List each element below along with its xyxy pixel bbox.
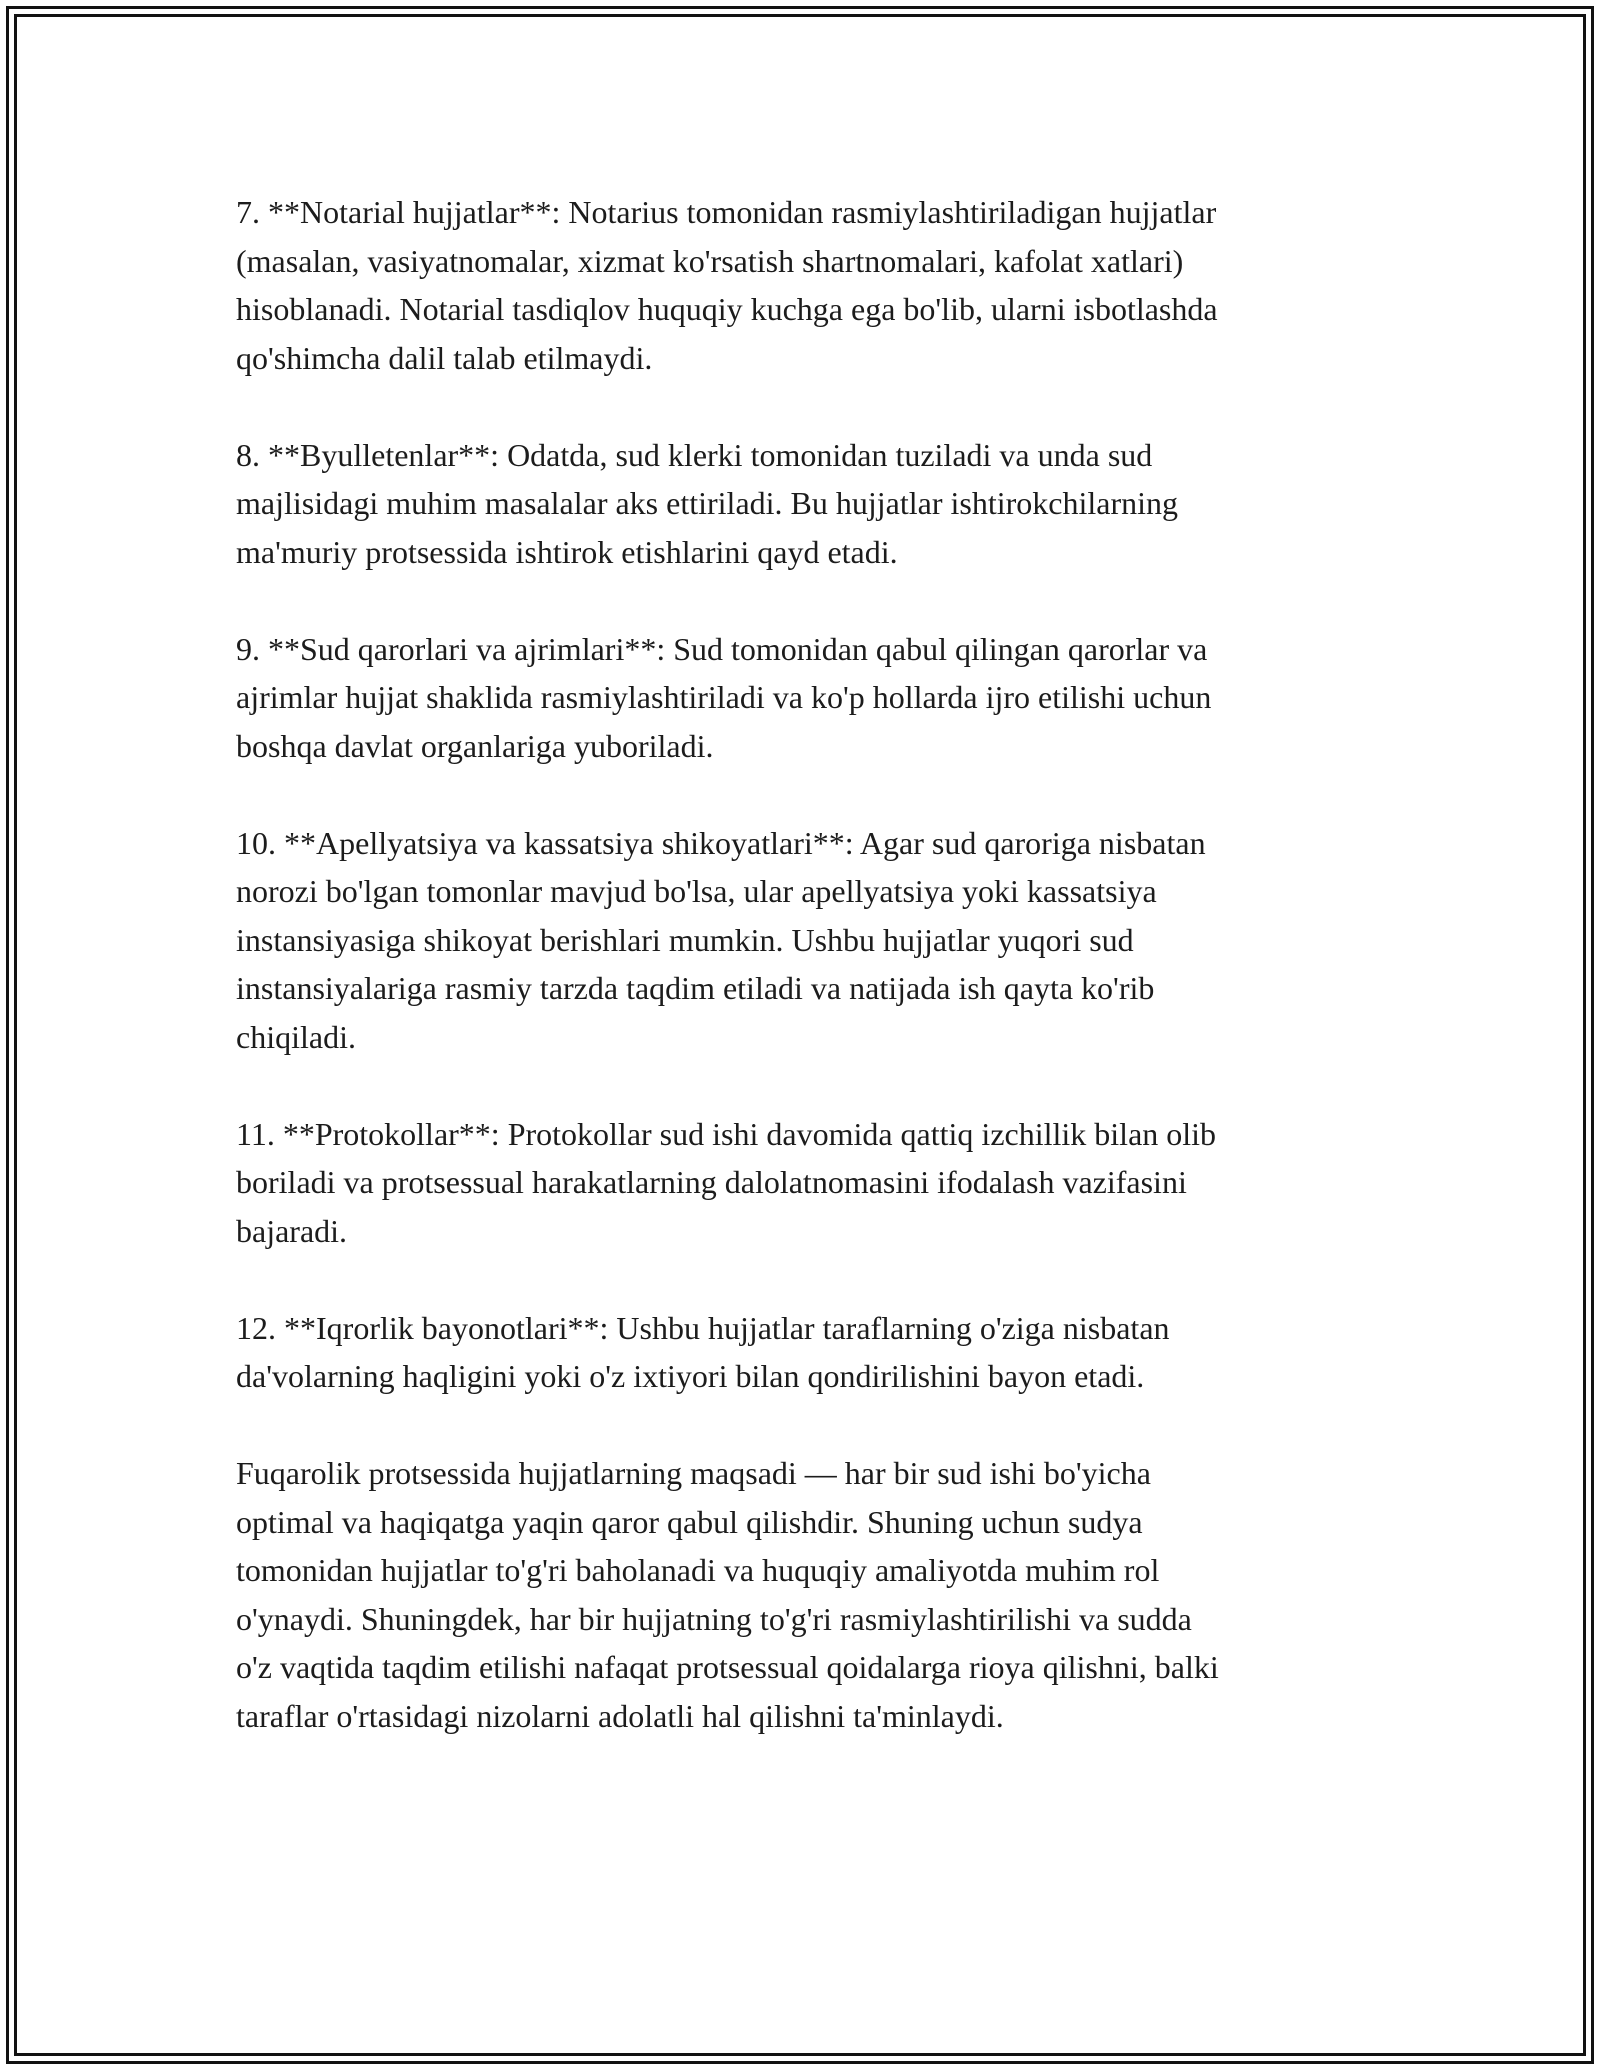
paragraph-conclusion: Fuqarolik protsessida hujjatlarning maqsadi — har bir sud ishi bo'yicha optimal va haqiqatga yaqin qaror qabul qilishdir. Shuning uchun sudya tomonidan hujjatlar to'g'ri baholanadi va huquqiy amaliyotda muhim rol o'ynaydi. Shuningdek, har bir hujjatning to'g'ri rasmiylashtirilishi va sudda o'z vaqtida taqdim etilishi nafaqat protsessual qoidalarga rioya qilishni, balki taraflar o'rtasidagi nizolarni adolatli hal qilishni ta'minlaydi. bbox=[236, 1455, 1219, 1734]
paragraph-court-decisions: 9. **Sud qarorlari va ajrimlari**: Sud tomonidan qabul qilingan qarorlar va ajrimlar hujjat shaklida rasmiylashtiriladi va ko'p hollarda ijro etilishi uchun boshqa davlat organlariga yuboriladi. bbox=[236, 630, 1212, 764]
paragraph-notarial-documents: 7. **Notarial hujjatlar**: Notarius tomonidan rasmiylashtiriladigan hujjatlar (masalan, vasiyatnomalar, xizmat ko'rsatish shartnomalari, kafolat xatlari) hisoblanadi. Notarial tasdiqlov huquqiy kuchga ega bo'lib, ularni isbotlashda qo'shimcha dalil talab etilmaydi. bbox=[236, 194, 1218, 376]
document-body bbox=[236, 188, 1376, 1740]
paragraph-appeals: 10. **Apellyatsiya va kassatsiya shikoyatlari**: Agar sud qaroriga nisbatan norozi bo'lgan tomonlar mavjud bo'lsa, ular apellyatsiya yoki kassatsiya instansiyasiga shikoyat berishlari mumkin. Ushbu hujjatlar yuqori sud instansiyalariga rasmiy tarzda taqdim etiladi va natijada ish qayta ko'rib chiqiladi. bbox=[236, 824, 1206, 1055]
paragraph-confession-statements: 12. **Iqrorlik bayonotlari**: Ushbu hujjatlar taraflarning o'ziga nisbatan da'volarning haqligini yoki o'z ixtiyori bilan qondirilishini bayon etadi. bbox=[236, 1309, 1170, 1394]
paragraph-protocols: 11. **Protokollar**: Protokollar sud ishi davomida qattiq izchillik bilan olib boriladi va protsessual harakatlarning dalolatnomasini ifodalash vazifasini bajaradi. bbox=[236, 1115, 1217, 1249]
paragraph-bulletins: 8. **Byulletenlar**: Odatda, sud klerki tomonidan tuziladi va unda sud majlisidagi muhim masalalar aks ettiriladi. Bu hujjatlar ishtirokchilarning ma'muriy protsessida ishtirok etishlarini qayd etadi. bbox=[236, 436, 1179, 570]
